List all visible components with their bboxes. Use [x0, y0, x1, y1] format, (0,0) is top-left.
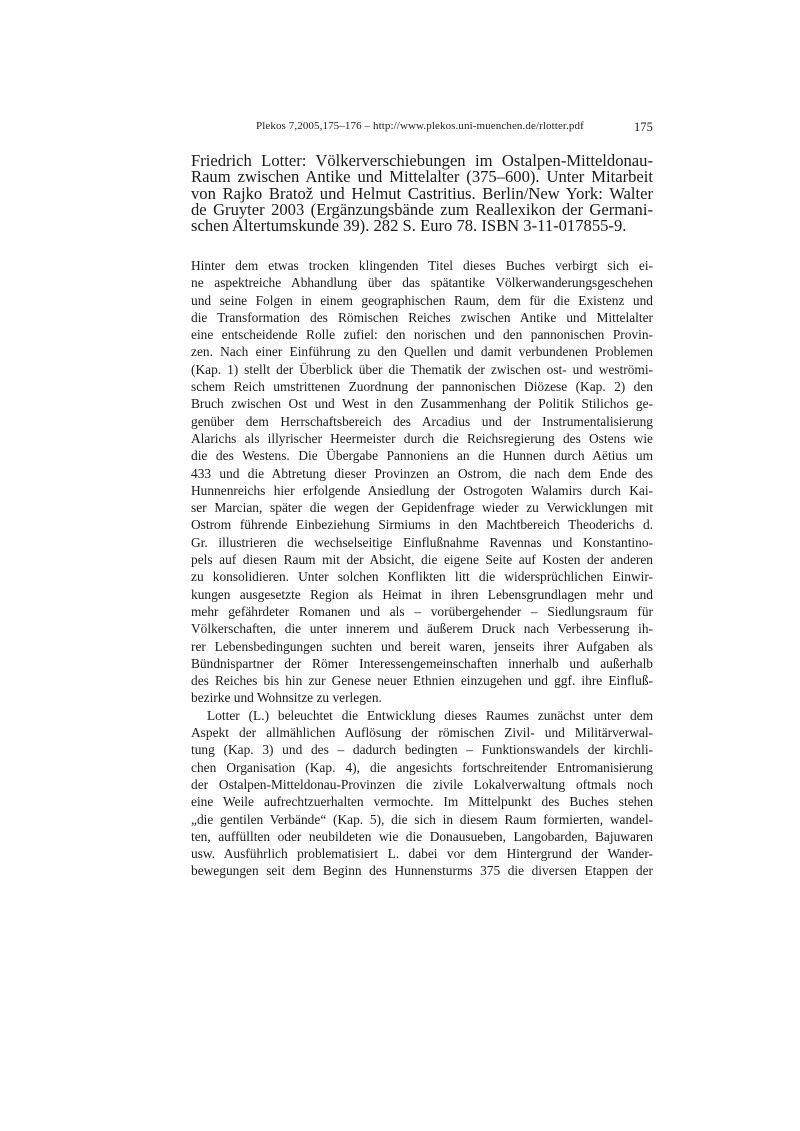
header-line: Friedrich Lotter: Völkerverschiebungen im Ostalpen-Mitteldonau-: [191, 151, 653, 170]
text-line: Völkerschaften, die unter innerem und äußerem Druck nach Verbesserung ih-: [191, 621, 653, 637]
text-line: Alarichs als illyrischer Heermeister durch die Reichsregierung des Ostens wie: [191, 430, 653, 446]
text-line: ten, auffüllten oder neubildeten wie die Donausueben, Langobarden, Bajuwaren: [191, 828, 653, 844]
text-line: kungen ausgesetzte Region als Heimat in ihren Lebensgrundlagen mehr und: [191, 586, 653, 602]
text-line: die Transformation des Römischen Reiches zwischen Antike und Mittelalter: [191, 309, 653, 325]
text-line: Lotter (L.) beleuchtet die Entwicklung dieses Raumes zunächst unter dem: [207, 707, 653, 723]
text-line: des Reiches bis hin zur Genese neuer Ethnien einzugehen und ggf. ihre Einfluß-: [191, 673, 653, 689]
header-line: schen Altertumskunde 39). 282 S. Euro 78. ISBN 3-11-017855-9.: [191, 216, 627, 236]
running-head-citation: Plekos 7,2005,175–176 – http://www.plekos.uni-muenchen.de/rlotter.pdf: [256, 120, 584, 132]
text-line: 433 und die Abtretung dieser Provinzen an Ostrom, die nach dem Ende des: [191, 465, 653, 481]
review-body: [191, 257, 653, 880]
text-line: Bruch zwischen Ost und West in den Zusammenhang der Politik Stilichos ge-: [191, 396, 653, 412]
text-line: ne aspektreiche Abhandlung über das spätantike Völkerwanderungsgeschehen: [191, 275, 653, 291]
text-line: ser Marcian, später die wegen der Gepidenfrage wieder zu Verwicklungen mit: [191, 500, 653, 516]
text-line: und seine Folgen in einem geographischen Raum, dem für die Existenz und: [191, 292, 653, 308]
header-line: Raum zwischen Antike und Mittelalter (375–600). Unter Mitarbeit: [191, 167, 653, 187]
page-number: 175: [633, 120, 653, 134]
header-line: von Rajko Bratož und Helmut Castritius. Berlin/New York: Walter: [191, 183, 653, 203]
text-line: „die gentilen Verbände“ (Kap. 5), die sich in diesem Raum formierten, wandel-: [191, 811, 653, 827]
text-line: usw. Ausführlich problematisiert L. dabei vor dem Hintergrund der Wander-: [191, 846, 653, 862]
text-line: pels auf diesen Raum mit der Absicht, die eigene Seite auf Kosten der anderen: [191, 552, 653, 568]
text-line: bezirke und Wohnsitze zu verlegen.: [191, 690, 382, 706]
text-line: Aspekt der allmählichen Auflösung der römischen Zivil- und Militärverwal-: [191, 725, 653, 741]
text-line: die des Westens. Die Übergabe Pannoniens an die Hunnen durch Aëtius um: [191, 448, 653, 464]
paragraph-2: [191, 707, 653, 880]
text-line: bewegungen seit dem Beginn des Hunnensturms 375 die diversen Etappen der: [191, 863, 653, 879]
text-line: der Ostalpen-Mitteldonau-Provinzen die zivile Lokalverwaltung oftmals noch: [191, 776, 653, 792]
text-line: Hunnenreichs hier erfolgende Ansiedlung der Ostrogoten Walamirs durch Kai-: [191, 482, 653, 498]
text-line: Hinter dem etwas trocken klingenden Titel dieses Buches verbirgt sich ei-: [191, 258, 653, 273]
text-line: Ostrom führende Einbeziehung Sirmiums in den Machtbereich Theoderichs d.: [191, 517, 653, 533]
text-line: mehr gefährdeter Romanen und als – vorübergehender – Siedlungsraum für: [191, 603, 653, 619]
text-line: genüber dem Herrschaftsbereich des Arcadius und der Instrumentalisierung: [191, 413, 653, 429]
text-line: Gr. illustrieren die wechselseitige Einflußnahme Ravennas und Konstantino-: [191, 534, 653, 550]
text-line: chen Organisation (Kap. 4), die angesichts fortschreitender Entromanisierung: [191, 759, 653, 775]
header-line: de Gruyter 2003 (Ergänzungsbände zum Reallexikon der Germani-: [191, 199, 653, 219]
text-line: (Kap. 1) stellt der Überblick über die Thematik der zwischen ost- und weströmi-: [191, 361, 653, 377]
paragraph-1: [191, 257, 653, 707]
text-line: tung (Kap. 3) und des – dadurch bedingten – Funktionswandels der kirchli-: [191, 742, 653, 758]
text-line: zu konsolidieren. Unter solchen Konflikten litt die widersprüchlichen Einwir-: [191, 569, 653, 585]
text-line: Bündnispartner der Römer Interessengemeinschaften innerhalb und außerhalb: [191, 655, 653, 671]
text-line: eine entscheidende Rolle zufiel: den norischen und den pannonischen Provin-: [191, 327, 653, 343]
text-line: eine Weile aufrechtzuerhalten vermochte. Im Mittelpunkt des Buches stehen: [191, 794, 653, 810]
text-line: rer Lebensbedingungen suchten und bereit waren, jenseits ihrer Aufgaben als: [191, 638, 653, 654]
text-line: zen. Nach einer Einführung zu den Quellen und damit verbundenen Problemen: [191, 344, 653, 360]
text-line: schem Reich umstrittenen Zuordnung der pannonischen Diözese (Kap. 2) den: [191, 379, 653, 395]
review-bibliographic-header: [191, 153, 653, 234]
